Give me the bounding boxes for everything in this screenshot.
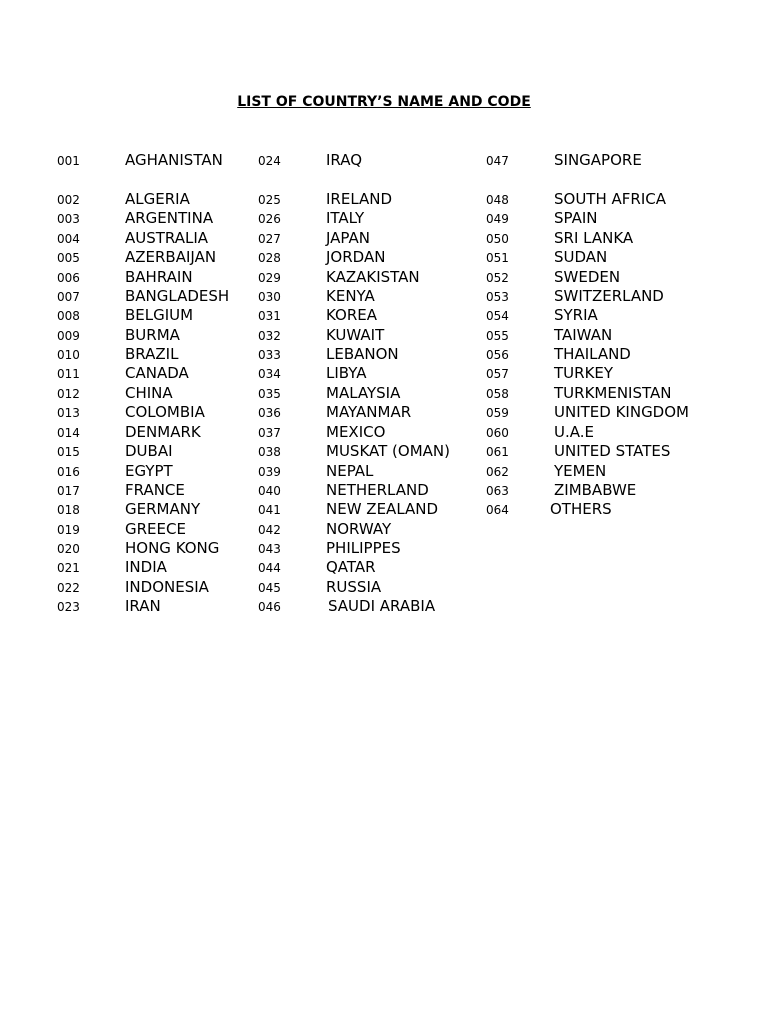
- country-code: 011: [57, 367, 80, 381]
- country-code: 010: [57, 348, 80, 362]
- country-code: 049: [486, 212, 509, 226]
- country-name: KOREA: [326, 306, 377, 324]
- country-name: KAZAKISTAN: [326, 268, 420, 286]
- country-code: 039: [258, 465, 281, 479]
- country-code: 009: [57, 329, 80, 343]
- country-name: MUSKAT (OMAN): [326, 442, 450, 460]
- country-code: 051: [486, 251, 509, 265]
- country-name: TURKMENISTAN: [554, 384, 672, 402]
- country-name: UNITED STATES: [554, 442, 671, 460]
- country-code: 044: [258, 561, 281, 575]
- country-name: INDIA: [125, 558, 167, 576]
- country-name: PHILIPPES: [326, 539, 401, 557]
- country-name: CHINA: [125, 384, 173, 402]
- country-code: 017: [57, 484, 80, 498]
- country-code: 022: [57, 581, 80, 595]
- country-name: BELGIUM: [125, 306, 194, 324]
- country-code: 025: [258, 193, 281, 207]
- country-code: 061: [486, 445, 509, 459]
- country-code: 014: [57, 426, 80, 440]
- country-code: 054: [486, 309, 509, 323]
- country-code: 037: [258, 426, 281, 440]
- country-name: JAPAN: [326, 229, 370, 247]
- country-code: 004: [57, 232, 80, 246]
- country-code: 030: [258, 290, 281, 304]
- country-name: DUBAI: [125, 442, 173, 460]
- country-code: 023: [57, 600, 80, 614]
- country-name: AUSTRALIA: [125, 229, 209, 247]
- country-name: IRELAND: [326, 190, 393, 208]
- country-name: KENYA: [326, 287, 375, 305]
- country-name: NEW ZEALAND: [326, 500, 439, 518]
- country-code: 042: [258, 523, 281, 537]
- country-code: 041: [258, 503, 281, 517]
- country-name: NORWAY: [326, 520, 392, 538]
- country-name: FRANCE: [125, 481, 185, 499]
- country-name: ALGERIA: [125, 190, 190, 208]
- country-code: 059: [486, 406, 509, 420]
- country-code: 007: [57, 290, 80, 304]
- country-code: 018: [57, 503, 80, 517]
- page-title: LIST OF COUNTRY’S NAME AND CODE: [237, 94, 531, 110]
- country-name: SUDAN: [554, 248, 608, 266]
- country-name: MAYANMAR: [326, 403, 412, 421]
- country-code: 028: [258, 251, 281, 265]
- country-code: 020: [57, 542, 80, 556]
- country-code: 060: [486, 426, 509, 440]
- country-name: AZERBAIJAN: [125, 248, 217, 266]
- country-code: 056: [486, 348, 509, 362]
- country-code: 053: [486, 290, 509, 304]
- country-name: SPAIN: [554, 209, 598, 227]
- country-code: 015: [57, 445, 80, 459]
- country-name: ZIMBABWE: [554, 481, 637, 499]
- country-name: TURKEY: [554, 364, 614, 382]
- country-name: BURMA: [125, 326, 180, 344]
- country-name: MEXICO: [326, 423, 386, 441]
- country-name: OTHERS: [550, 500, 612, 518]
- country-code: 031: [258, 309, 281, 323]
- country-name: SWITZERLAND: [554, 287, 664, 305]
- country-code: 016: [57, 465, 80, 479]
- country-name: NEPAL: [326, 462, 374, 480]
- country-name: YEMEN: [554, 462, 607, 480]
- country-code: 036: [258, 406, 281, 420]
- country-code: 034: [258, 367, 281, 381]
- country-name: NETHERLAND: [326, 481, 429, 499]
- country-name: ITALY: [326, 209, 365, 227]
- country-code: 048: [486, 193, 509, 207]
- country-name: TAIWAN: [554, 326, 613, 344]
- country-code: 058: [486, 387, 509, 401]
- country-code: 001: [57, 154, 80, 168]
- country-code: 046: [258, 600, 281, 614]
- country-name: RUSSIA: [326, 578, 382, 596]
- country-name: IRAN: [125, 597, 161, 615]
- country-name: GERMANY: [125, 500, 201, 518]
- country-name: EGYPT: [125, 462, 173, 480]
- country-name: AGHANISTAN: [125, 151, 223, 169]
- country-name: SRI LANKA: [554, 229, 634, 247]
- country-name: CANADA: [125, 364, 189, 382]
- country-name: ARGENTINA: [125, 209, 214, 227]
- country-name: SWEDEN: [554, 268, 621, 286]
- country-code: 029: [258, 271, 281, 285]
- country-name: LIBYA: [326, 364, 367, 382]
- country-code: 019: [57, 523, 80, 537]
- country-code: 062: [486, 465, 509, 479]
- country-name: BRAZIL: [125, 345, 179, 363]
- country-code: 057: [486, 367, 509, 381]
- country-name: SINGAPORE: [554, 151, 642, 169]
- country-name: SOUTH AFRICA: [554, 190, 666, 208]
- country-code: 055: [486, 329, 509, 343]
- country-code: 032: [258, 329, 281, 343]
- country-name: BAHRAIN: [125, 268, 193, 286]
- country-name: BANGLADESH: [125, 287, 230, 305]
- country-code: 043: [258, 542, 281, 556]
- country-code: 045: [258, 581, 281, 595]
- country-name: HONG KONG: [125, 539, 220, 557]
- country-code: 038: [258, 445, 281, 459]
- country-code: 024: [258, 154, 281, 168]
- country-code: 013: [57, 406, 80, 420]
- country-name: MALAYSIA: [326, 384, 401, 402]
- country-code: 047: [486, 154, 509, 168]
- country-name: LEBANON: [326, 345, 399, 363]
- country-code: 033: [258, 348, 281, 362]
- country-code: 026: [258, 212, 281, 226]
- country-code: 063: [486, 484, 509, 498]
- country-name: QATAR: [326, 558, 376, 576]
- country-code: 005: [57, 251, 80, 265]
- country-code: 027: [258, 232, 281, 246]
- country-name: SAUDI ARABIA: [328, 597, 436, 615]
- country-code: 012: [57, 387, 80, 401]
- country-name: UNITED KINGDOM: [554, 403, 689, 421]
- country-code: 050: [486, 232, 509, 246]
- country-name: INDONESIA: [125, 578, 209, 596]
- country-name: SYRIA: [554, 306, 598, 324]
- country-name: THAILAND: [554, 345, 631, 363]
- country-name: JORDAN: [326, 248, 386, 266]
- country-code: 006: [57, 271, 80, 285]
- country-code: 040: [258, 484, 281, 498]
- country-code: 052: [486, 271, 509, 285]
- country-name: IRAQ: [326, 151, 363, 169]
- country-code: 008: [57, 309, 80, 323]
- country-code: 021: [57, 561, 80, 575]
- country-name: GREECE: [125, 520, 186, 538]
- country-name: COLOMBIA: [125, 403, 205, 421]
- country-name: KUWAIT: [326, 326, 385, 344]
- country-name: DENMARK: [125, 423, 201, 441]
- country-code: 003: [57, 212, 80, 226]
- country-code: 035: [258, 387, 281, 401]
- country-code: 064: [486, 503, 509, 517]
- country-code: 002: [57, 193, 80, 207]
- country-name: U.A.E: [554, 423, 594, 441]
